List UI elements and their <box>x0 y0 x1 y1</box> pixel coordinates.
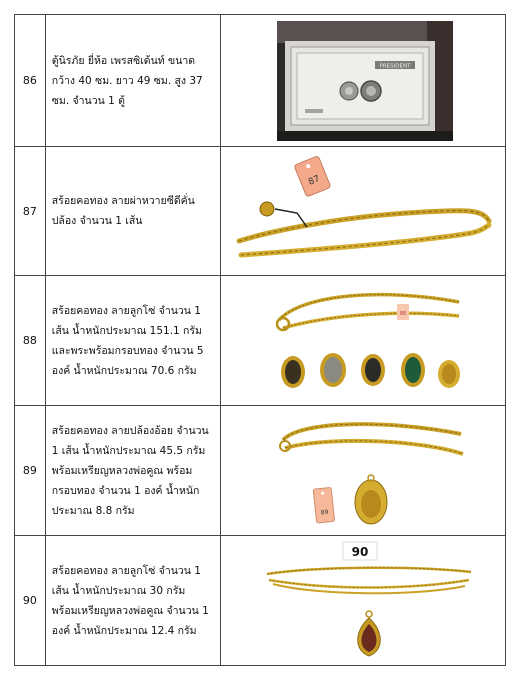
item-number: 88 <box>15 276 46 406</box>
item-description: สร้อยคอทอง ลายผ่าหวายซีดีคั่นปล้อง จำนวน 1 เส้น <box>45 147 220 276</box>
item-photo-cell <box>221 276 506 406</box>
safe-photo <box>277 21 453 141</box>
chain-coin-photo <box>271 410 471 532</box>
item-photo-cell <box>221 15 506 147</box>
evidence-tag: 87 <box>307 174 322 188</box>
item-description: สร้อยคอทอง ลายลูกโซ่ จำนวน 1 เส้น น้ำหนักประมาณ 30 กรัม พร้อมเหรียญหลวงพ่อคูณ จำนวน 1 องค์ น้ำหนักประมาณ 12.4 กรัม <box>45 536 220 666</box>
item-photo-cell <box>221 536 506 666</box>
items-table <box>14 14 506 666</box>
item-description: ตู้นิรภัย ยี่ห้อ เพรสซิเด้นท์ ขนาด กว้าง 40 ซม. ยาว 49 ซม. สูง 37 ซม. จำนวน 1 ตู้ <box>45 15 220 147</box>
item-number: 90 <box>15 536 46 666</box>
brand-plate-text: PRESIDENT <box>379 63 411 70</box>
chain-pendant-photo <box>259 540 477 662</box>
item-number: 86 <box>15 15 46 147</box>
item-description: สร้อยคอทอง ลายปล้องอ้อย จำนวน 1 เส้น น้ำหนักประมาณ 45.5 กรัม พร้อมเหรียญหลวงพ่อคูณ พร้อมกรอบทอง จำนวน 1 องค์ น้ำหนักประมาณ 8.8 กรัม <box>45 406 220 536</box>
table-row <box>15 536 506 666</box>
table-row <box>15 15 506 147</box>
item-photo-cell <box>221 406 506 536</box>
chain-amulets-photo <box>263 280 469 402</box>
item-photo-cell <box>221 147 506 276</box>
item-number: 89 <box>15 406 46 536</box>
evidence-tag: 90 <box>351 545 369 559</box>
table-row <box>15 147 506 276</box>
gold-chain-photo <box>227 151 503 271</box>
evidence-tag: 88 <box>399 311 407 317</box>
item-number: 87 <box>15 147 46 276</box>
table-row <box>15 406 506 536</box>
item-description: สร้อยคอทอง ลายลูกโซ่ จำนวน 1 เส้น น้ำหนักประมาณ 151.1 กรัม และพระพร้อมกรอบทอง จำนวน 5 องค์ น้ำหนักประมาณ 70.6 กรัม <box>45 276 220 406</box>
table-row <box>15 276 506 406</box>
evidence-tag: 89 <box>320 508 329 517</box>
